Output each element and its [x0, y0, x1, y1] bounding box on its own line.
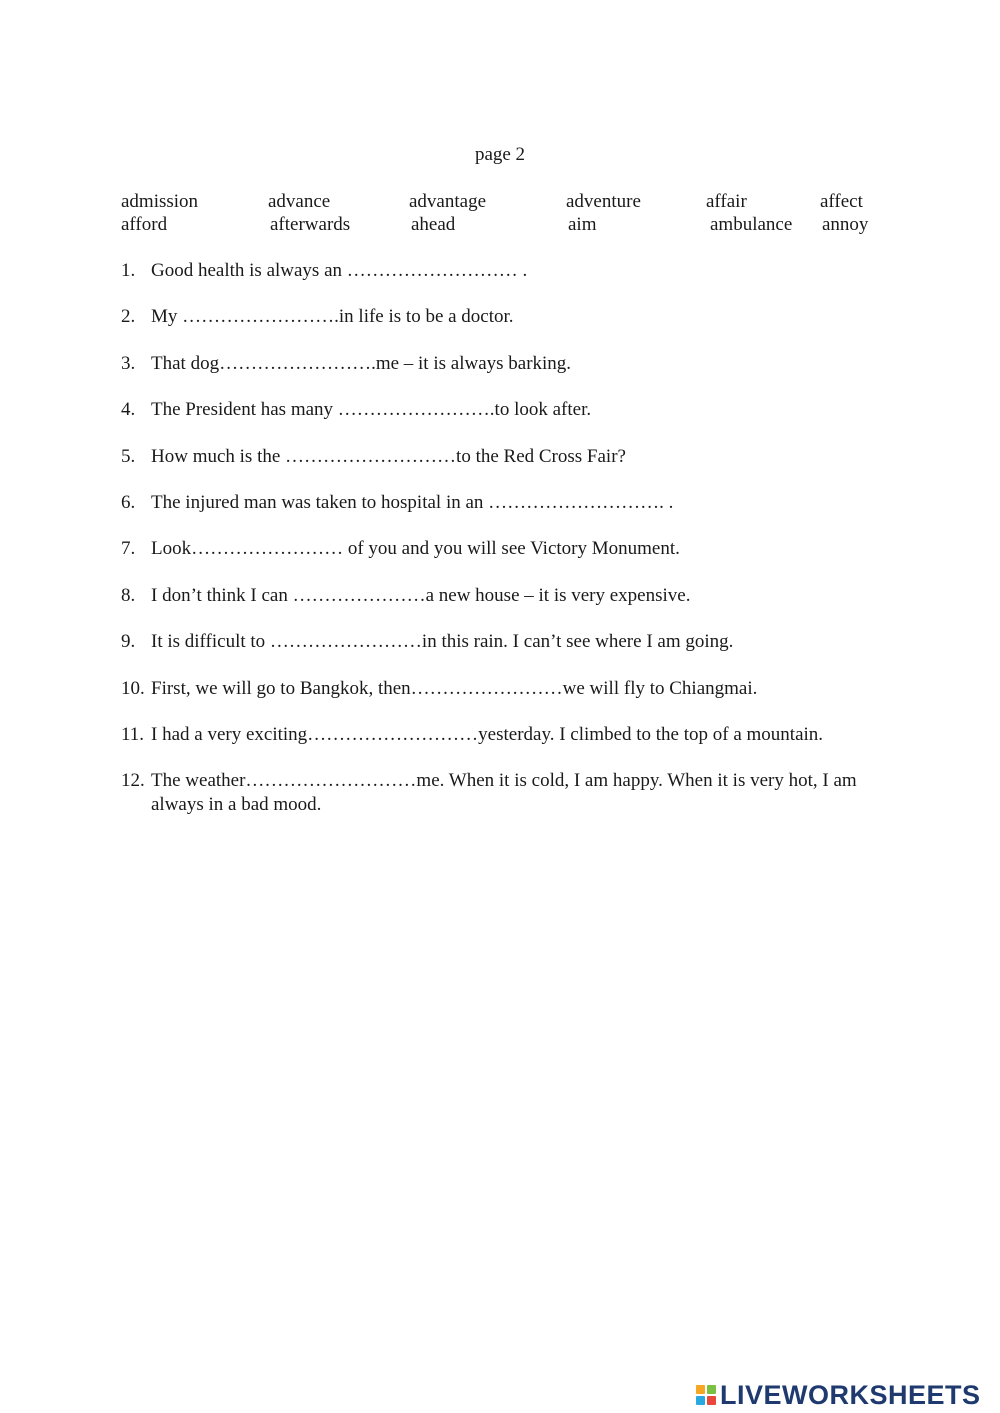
- item-number: 11.: [121, 723, 145, 745]
- item-text: The injured man was taken to hospital in an ………………………. .: [151, 491, 674, 513]
- word-bank-word: aim: [568, 214, 597, 235]
- exercise-item: [121, 537, 881, 561]
- item-text: First, we will go to Bangkok, then……………………we will fly to Chiangmai.: [151, 677, 758, 699]
- item-text: I had a very exciting………………………yesterday. I climbed to the top of a mountain.: [151, 723, 824, 745]
- item-number: 6.: [121, 491, 136, 513]
- item-text: My …………………….in life is to be a doctor.: [151, 306, 514, 328]
- item-number: 10.: [121, 677, 145, 699]
- word-bank-word: ahead: [411, 214, 456, 235]
- logo-square: [707, 1396, 716, 1405]
- item-number: 5.: [121, 445, 136, 467]
- logo-square: [707, 1385, 716, 1394]
- logo-square: [696, 1396, 705, 1405]
- exercise-item: [121, 259, 881, 283]
- logo-text: LIVEWORKSHEETS: [720, 1379, 981, 1410]
- exercise-item: [121, 677, 881, 701]
- word-bank-word: ambulance: [710, 214, 793, 235]
- word-bank-word: adventure: [566, 191, 641, 212]
- item-text: I don’t think I can …………………a new house – it is very expensive.: [151, 584, 691, 606]
- exercise-item: [121, 398, 881, 422]
- word-bank-word: affect: [820, 191, 863, 212]
- exercise-item: [121, 584, 881, 608]
- item-text: Good health is always an ……………………… .: [151, 260, 528, 281]
- word-bank-word: admission: [121, 191, 199, 212]
- item-number: 2.: [121, 306, 136, 328]
- word-bank-word: advance: [268, 191, 331, 212]
- exercise-item: [121, 723, 881, 747]
- item-text: It is difficult to ……………………in this rain. I can’t see where I am going.: [151, 631, 734, 653]
- word-bank-word: advantage: [409, 191, 487, 212]
- exercise-item: [121, 305, 881, 329]
- exercise-list: [121, 259, 881, 840]
- logo-square: [696, 1385, 705, 1394]
- item-number: 9.: [121, 631, 136, 653]
- item-text: How much is the ………………………to the Red Cross Fair?: [151, 445, 626, 467]
- item-number: 12.: [121, 770, 145, 792]
- exercise-item: [121, 445, 881, 469]
- item-number: 7.: [121, 538, 136, 560]
- logo-mark-icon: [696, 1385, 716, 1405]
- liveworksheets-logo: [696, 1378, 981, 1412]
- word-bank-word: afterwards: [270, 214, 351, 235]
- exercise-item: [121, 769, 881, 817]
- item-number: 4.: [121, 399, 136, 421]
- exercise-item: [121, 491, 881, 515]
- word-bank-word: afford: [121, 214, 168, 235]
- word-bank-word: affair: [706, 191, 747, 212]
- item-text: That dog…………………….me – it is always barking.: [151, 352, 572, 374]
- word-bank-word: annoy: [822, 214, 869, 235]
- item-text: The weather………………………me. When it is cold, I am happy. When it is very hot, I am always in a bad mood.: [151, 770, 857, 816]
- item-number: 8.: [121, 584, 136, 606]
- exercise-item: [121, 630, 881, 654]
- item-text: The President has many …………………….to look after.: [151, 399, 592, 421]
- item-number: 3.: [121, 352, 136, 374]
- item-number: 1.: [121, 260, 136, 281]
- item-text: Look…………………… of you and you will see Victory Monument.: [151, 538, 680, 560]
- page-label: page 2: [474, 144, 526, 165]
- exercise-item: [121, 352, 881, 376]
